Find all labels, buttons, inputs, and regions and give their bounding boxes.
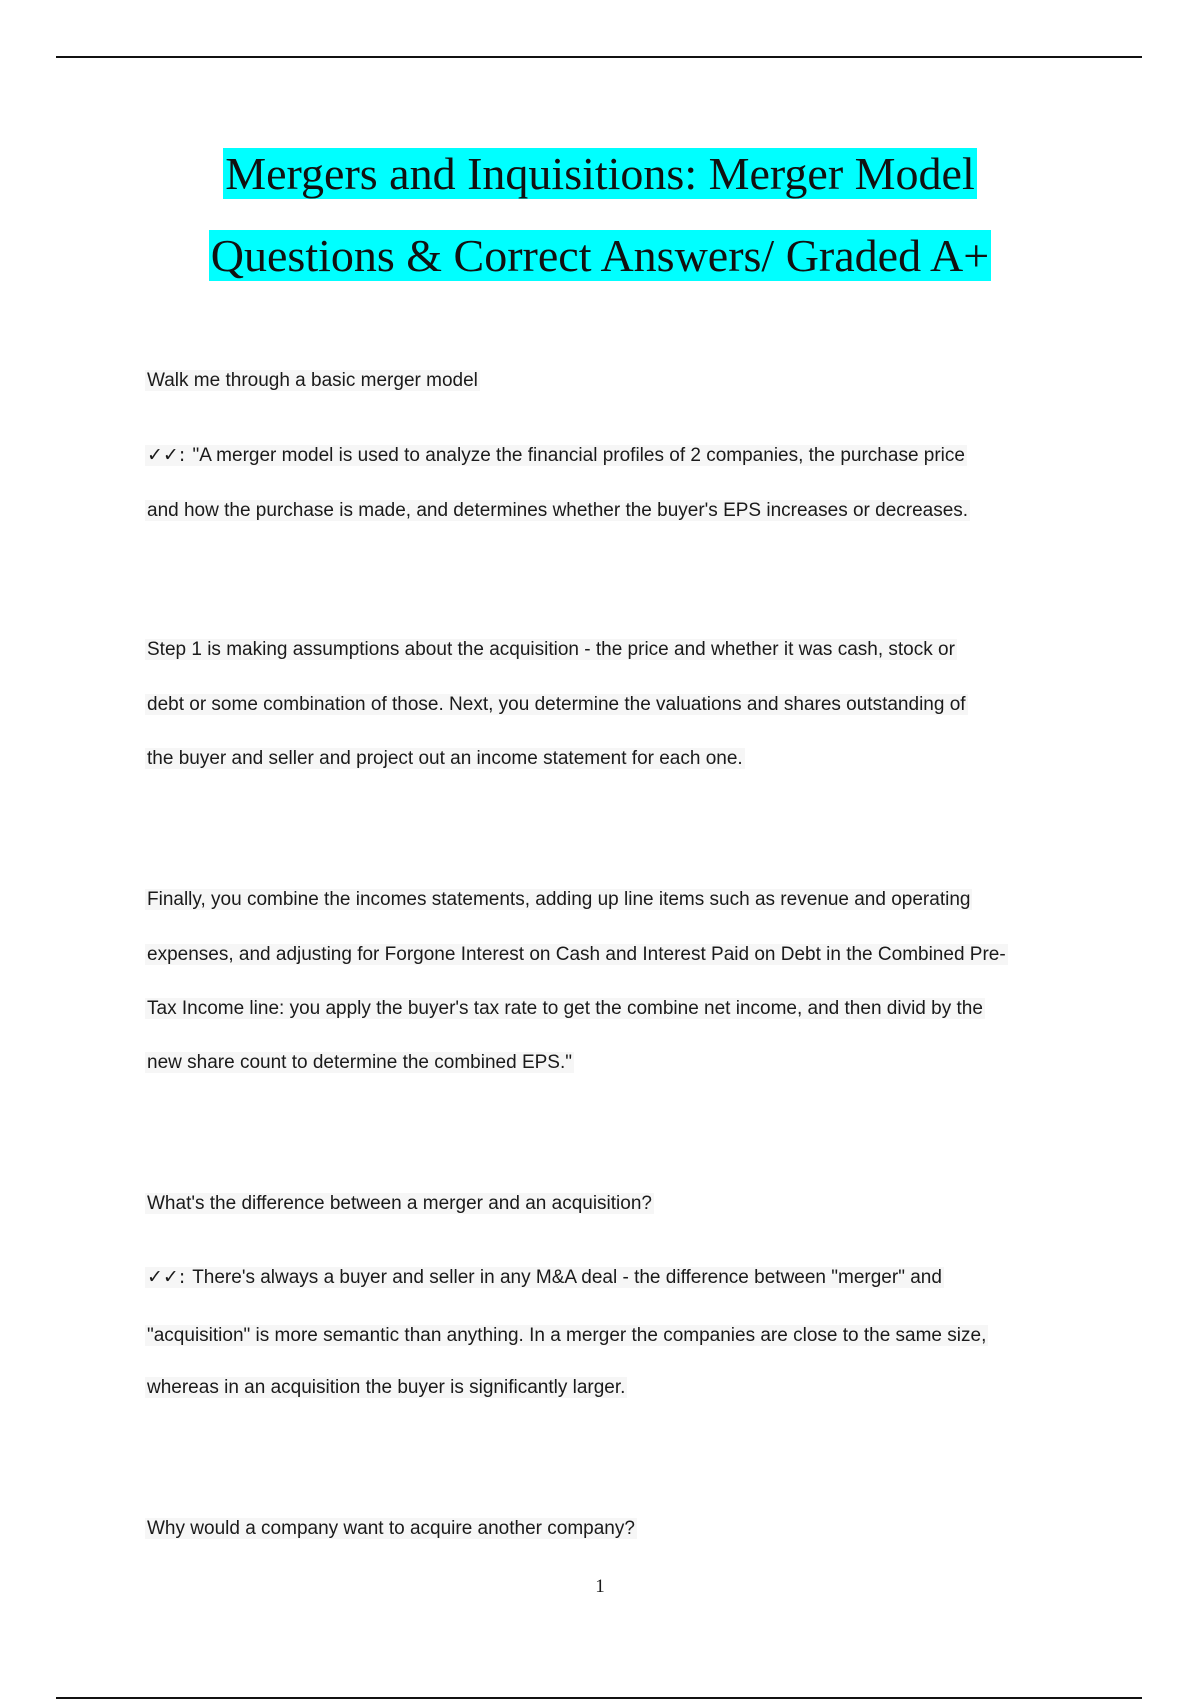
answer-1-p2-l2: debt or some combination of those. Next, you determine the valuations and shares outstanding of xyxy=(147,694,966,715)
answer-1-p3-l1: Finally, you combine the incomes statements, adding up line items such as revenue and operating xyxy=(147,889,971,910)
answer-1-p1-l1: "A merger model is used to analyze the financial profiles of 2 companies, the purchase price xyxy=(192,445,965,466)
answer-1-p1-l2: and how the purchase is made, and determines whether the buyer's EPS increases or decreases. xyxy=(147,500,969,521)
question-3 xyxy=(145,1515,637,1543)
question-3-text: Why would a company want to acquire another company? xyxy=(147,1518,635,1539)
answer-2-line-1 xyxy=(145,1263,944,1292)
page-number: 1 xyxy=(595,1576,605,1597)
answer-1-p3-line-3 xyxy=(145,995,985,1023)
title-highlight-2: Questions & Correct Answers/ Graded A+ xyxy=(210,230,990,281)
answer-2-l2: "acquisition" is more semantic than anything. In a merger the companies are close to the same size, xyxy=(147,1325,987,1346)
answer-1-p3-line-1 xyxy=(145,886,972,914)
answer-check-icon: ✓✓: xyxy=(147,444,186,466)
answer-1-p2-l1: Step 1 is making assumptions about the acquisition - the price and whether it was cash, stock or xyxy=(147,639,955,660)
question-2-text: What's the difference between a merger and an acquisition? xyxy=(147,1193,652,1214)
answer-1-p3-l4: new share count to determine the combined EPS." xyxy=(147,1052,572,1073)
document-title-line-2 xyxy=(0,228,1200,284)
answer-check-icon: ✓✓: xyxy=(147,1266,186,1288)
answer-2-line-3 xyxy=(145,1374,627,1402)
answer-1-p2-line-1 xyxy=(145,636,957,664)
document-title-line-1 xyxy=(0,146,1200,202)
answer-1-p3-l3: Tax Income line: you apply the buyer's tax rate to get the combine net income, and then divid by the xyxy=(147,998,983,1019)
answer-1-p2-l3: the buyer and seller and project out an income statement for each one. xyxy=(147,748,743,769)
answer-1-line-2 xyxy=(145,497,970,525)
answer-1-p2-line-2 xyxy=(145,691,968,719)
answer-1-p3-line-4 xyxy=(145,1049,574,1077)
answer-1-p2-line-3 xyxy=(145,745,745,773)
bottom-rule xyxy=(56,1697,1142,1699)
answer-2-l3: whereas in an acquisition the buyer is significantly larger. xyxy=(147,1377,626,1398)
answer-2-l1: There's always a buyer and seller in any M&A deal - the difference between "merger" and xyxy=(192,1267,942,1288)
answer-1-p3-line-2 xyxy=(145,941,1008,969)
question-2 xyxy=(145,1190,654,1218)
title-highlight-1: Mergers and Inquisitions: Merger Model xyxy=(225,148,975,199)
answer-2-line-2 xyxy=(145,1322,988,1350)
question-1-text: Walk me through a basic merger model xyxy=(147,370,478,391)
question-1 xyxy=(145,367,480,395)
answer-1-p3-l2: expenses, and adjusting for Forgone Interest on Cash and Interest Paid on Debt in the Combined Pre- xyxy=(147,944,1006,965)
answer-1-line-1 xyxy=(145,441,967,470)
top-rule xyxy=(56,56,1142,58)
